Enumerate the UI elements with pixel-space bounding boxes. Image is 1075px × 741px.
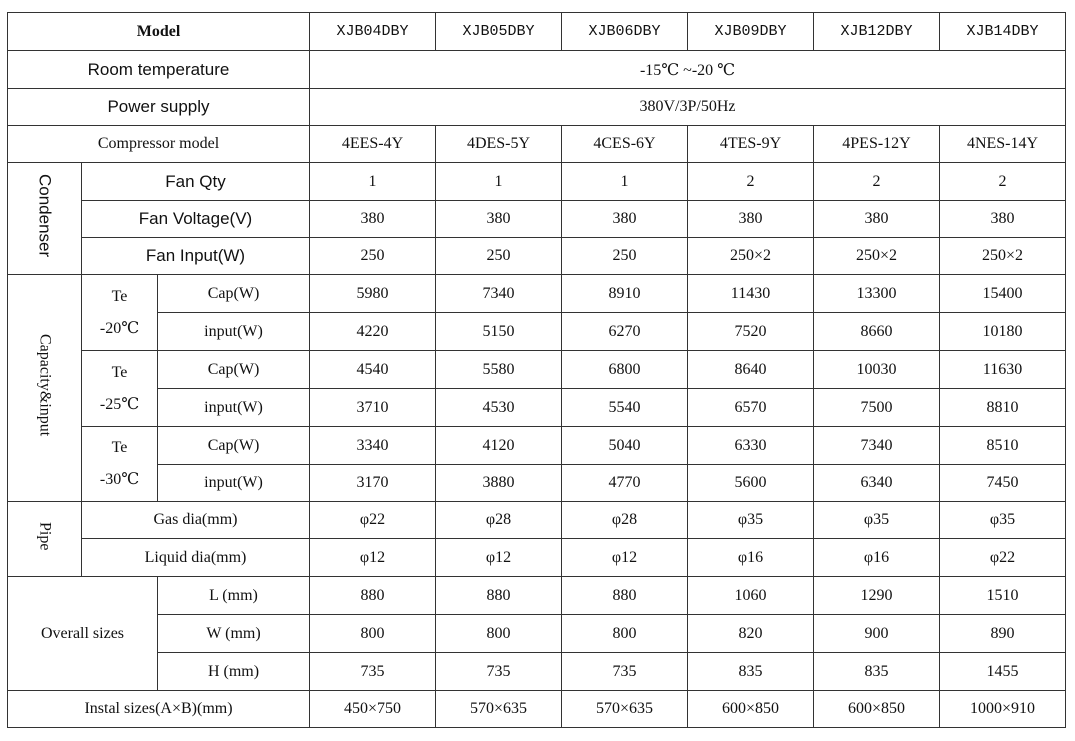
te-cell	[82, 427, 158, 502]
room-temperature-value: -15℃ ~-20 ℃	[310, 51, 1066, 89]
condenser-value: 380	[310, 201, 436, 238]
cap-value: 4120	[436, 427, 562, 465]
install-sizes-label: Instal sizes(A×B)(mm)	[8, 691, 310, 728]
dimension-label: L (mm)	[158, 577, 310, 615]
cap-value: 15400	[940, 275, 1066, 313]
dimension-value: 880	[310, 577, 436, 615]
compressor-row	[8, 126, 1066, 163]
compressor-label: Compressor model	[8, 126, 310, 163]
pipe-label: Pipe	[36, 522, 54, 551]
power-supply-value: 380V/3P/50Hz	[310, 89, 1066, 126]
cap-value: 7340	[814, 427, 940, 465]
gas-dia-value: φ28	[562, 502, 688, 539]
condenser-value: 2	[814, 163, 940, 201]
dimension-value: 835	[688, 653, 814, 691]
model-name: XJB05DBY	[436, 13, 562, 51]
header-row	[8, 13, 1066, 51]
capacity-cap-row	[8, 275, 1066, 313]
input-value: 8660	[814, 313, 940, 351]
condenser-value: 380	[940, 201, 1066, 238]
condenser-row	[8, 238, 1066, 275]
install-size-value: 570×635	[562, 691, 688, 728]
condenser-value: 380	[436, 201, 562, 238]
liquid-dia-label: Liquid dia(mm)	[82, 539, 310, 577]
condenser-value: 380	[814, 201, 940, 238]
input-value: 5150	[436, 313, 562, 351]
gas-dia-value: φ35	[688, 502, 814, 539]
gas-dia-value: φ35	[814, 502, 940, 539]
overall-size-row	[8, 577, 1066, 615]
condenser-row	[8, 201, 1066, 238]
input-value: 6570	[688, 389, 814, 427]
te-label: Te	[111, 287, 128, 305]
cap-label: Cap(W)	[158, 351, 310, 389]
input-label: input(W)	[158, 465, 310, 502]
condenser-value: 250	[310, 238, 436, 275]
condenser-value: 2	[688, 163, 814, 201]
compressor-value: 4CES-6Y	[562, 126, 688, 163]
compressor-value: 4NES-14Y	[940, 126, 1066, 163]
te-label: Te	[111, 439, 128, 456]
dimension-label: H (mm)	[158, 653, 310, 691]
capacity-label: Capacity&input	[36, 334, 54, 437]
input-value: 3710	[310, 389, 436, 427]
condenser-value: 250×2	[940, 238, 1066, 275]
gas-dia-value: φ22	[310, 502, 436, 539]
dimension-value: 735	[436, 653, 562, 691]
input-value: 3170	[310, 465, 436, 502]
input-value: 7500	[814, 389, 940, 427]
dimension-value: 800	[562, 615, 688, 653]
cap-value: 6800	[562, 351, 688, 389]
cap-value: 11630	[940, 351, 1066, 389]
dimension-value: 1060	[688, 577, 814, 615]
dimension-value: 800	[436, 615, 562, 653]
dimension-value: 880	[436, 577, 562, 615]
condenser-row-label: Fan Voltage(V)	[82, 201, 310, 238]
cap-value: 11430	[688, 275, 814, 313]
cap-value: 8910	[562, 275, 688, 313]
dimension-value: 735	[562, 653, 688, 691]
pipe-liquid-row	[8, 539, 1066, 577]
cap-value: 5040	[562, 427, 688, 465]
model-name: XJB09DBY	[688, 13, 814, 51]
pipe-group-label	[8, 502, 82, 577]
cap-value: 10030	[814, 351, 940, 389]
cap-value: 8510	[940, 427, 1066, 465]
cap-value: 7340	[436, 275, 562, 313]
input-value: 3880	[436, 465, 562, 502]
input-value: 8810	[940, 389, 1066, 427]
install-size-value: 600×850	[688, 691, 814, 728]
overall-size-row	[8, 615, 1066, 653]
input-label: input(W)	[158, 313, 310, 351]
gas-dia-value: φ35	[940, 502, 1066, 539]
liquid-dia-value: φ12	[562, 539, 688, 577]
compressor-value: 4EES-4Y	[310, 126, 436, 163]
compressor-value: 4TES-9Y	[688, 126, 814, 163]
dimension-value: 880	[562, 577, 688, 615]
dimension-value: 890	[940, 615, 1066, 653]
compressor-value: 4PES-12Y	[814, 126, 940, 163]
condenser-label: Condenser	[35, 174, 55, 258]
install-size-value: 600×850	[814, 691, 940, 728]
dimension-value: 1510	[940, 577, 1066, 615]
capacity-group-label	[8, 275, 82, 502]
dimension-value: 900	[814, 615, 940, 653]
te-temperature: -25℃	[99, 395, 140, 413]
input-value: 4220	[310, 313, 436, 351]
condenser-value: 1	[436, 163, 562, 201]
te-temperature: -20℃	[99, 319, 140, 337]
cap-value: 13300	[814, 275, 940, 313]
liquid-dia-value: φ16	[688, 539, 814, 577]
install-size-value: 570×635	[436, 691, 562, 728]
install-size-value: 450×750	[310, 691, 436, 728]
gas-dia-value: φ28	[436, 502, 562, 539]
model-name: XJB04DBY	[310, 13, 436, 51]
input-value: 10180	[940, 313, 1066, 351]
te-temperature: -30℃	[99, 471, 140, 488]
model-header-label: Model	[8, 13, 310, 51]
te-cell	[82, 275, 158, 351]
condenser-value: 380	[562, 201, 688, 238]
model-name: XJB14DBY	[940, 13, 1066, 51]
install-size-value: 1000×910	[940, 691, 1066, 728]
condenser-value: 250×2	[814, 238, 940, 275]
power-supply-label: Power supply	[8, 89, 310, 126]
capacity-input-row	[8, 313, 1066, 351]
spec-table	[7, 12, 1066, 728]
input-value: 5540	[562, 389, 688, 427]
input-label: input(W)	[158, 389, 310, 427]
liquid-dia-value: φ12	[436, 539, 562, 577]
input-value: 6340	[814, 465, 940, 502]
power-supply-row	[8, 89, 1066, 126]
condenser-row-label: Fan Input(W)	[82, 238, 310, 275]
dimension-value: 1455	[940, 653, 1066, 691]
overall-sizes-label: Overall sizes	[8, 577, 158, 691]
cap-label: Cap(W)	[158, 427, 310, 465]
cap-value: 8640	[688, 351, 814, 389]
install-sizes-row	[8, 691, 1066, 728]
dimension-value: 820	[688, 615, 814, 653]
condenser-value: 250	[436, 238, 562, 275]
room-temperature-label: Room temperature	[8, 51, 310, 89]
te-cell	[82, 351, 158, 427]
condenser-value: 250	[562, 238, 688, 275]
model-name: XJB12DBY	[814, 13, 940, 51]
input-value: 6270	[562, 313, 688, 351]
condenser-row	[8, 163, 1066, 201]
dimension-value: 735	[310, 653, 436, 691]
compressor-value: 4DES-5Y	[436, 126, 562, 163]
capacity-input-row	[8, 389, 1066, 427]
cap-value: 6330	[688, 427, 814, 465]
condenser-value: 380	[688, 201, 814, 238]
model-name: XJB06DBY	[562, 13, 688, 51]
dimension-value: 800	[310, 615, 436, 653]
liquid-dia-value: φ22	[940, 539, 1066, 577]
dimension-value: 1290	[814, 577, 940, 615]
capacity-input-row	[8, 465, 1066, 502]
liquid-dia-value: φ16	[814, 539, 940, 577]
cap-value: 5980	[310, 275, 436, 313]
condenser-value: 1	[310, 163, 436, 201]
input-value: 5600	[688, 465, 814, 502]
condenser-row-label: Fan Qty	[82, 163, 310, 201]
dimension-value: 835	[814, 653, 940, 691]
input-value: 7520	[688, 313, 814, 351]
input-value: 7450	[940, 465, 1066, 502]
condenser-value: 1	[562, 163, 688, 201]
cap-value: 5580	[436, 351, 562, 389]
condenser-value: 250×2	[688, 238, 814, 275]
input-value: 4770	[562, 465, 688, 502]
overall-size-row	[8, 653, 1066, 691]
liquid-dia-value: φ12	[310, 539, 436, 577]
cap-value: 3340	[310, 427, 436, 465]
pipe-gas-row	[8, 502, 1066, 539]
room-temperature-row	[8, 51, 1066, 89]
gas-dia-label: Gas dia(mm)	[82, 502, 310, 539]
condenser-group-label	[8, 163, 82, 275]
capacity-cap-row	[8, 427, 1066, 465]
capacity-cap-row	[8, 351, 1066, 389]
cap-value: 4540	[310, 351, 436, 389]
te-label: Te	[111, 363, 128, 381]
condenser-value: 2	[940, 163, 1066, 201]
dimension-label: W (mm)	[158, 615, 310, 653]
input-value: 4530	[436, 389, 562, 427]
cap-label: Cap(W)	[158, 275, 310, 313]
